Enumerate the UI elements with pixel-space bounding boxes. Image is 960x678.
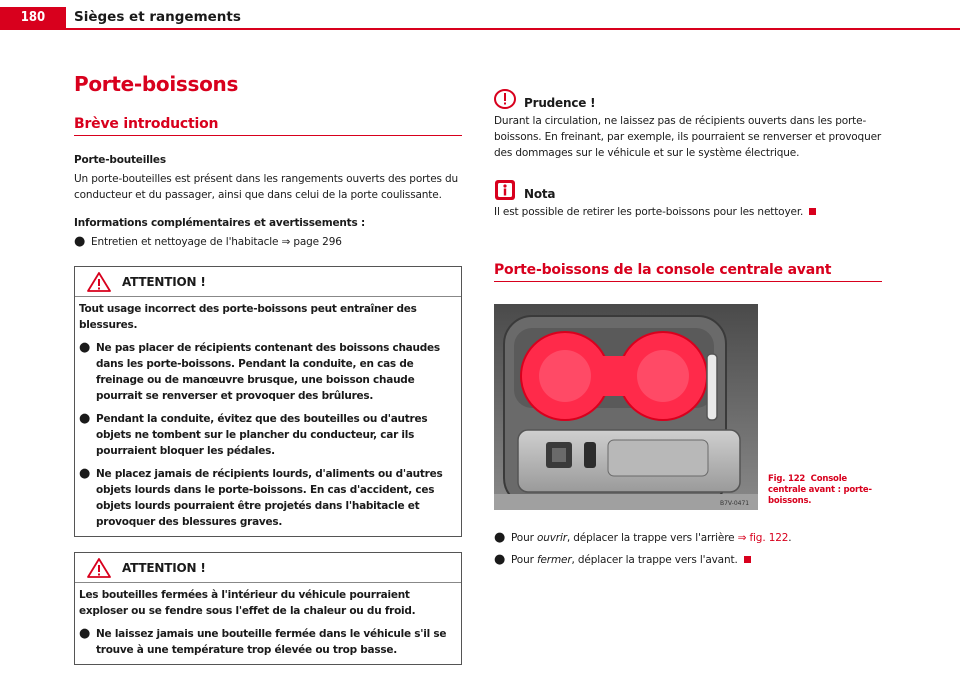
bullet-dot: ●: [79, 466, 91, 481]
note-title: Nota: [524, 187, 556, 201]
section-heading-intro: Brève introduction: [74, 116, 462, 136]
page-number: 180: [0, 7, 66, 29]
warning-triangle-icon: [87, 272, 111, 292]
chapter-title: Sièges et rangements: [74, 9, 241, 25]
warning-item: [79, 340, 457, 404]
warning-title: ATTENTION !: [122, 274, 206, 289]
note-text: [494, 204, 882, 220]
caution-header: [494, 88, 882, 110]
bullet-dot: ●: [74, 234, 86, 249]
warning-item: [79, 411, 457, 459]
warning-item: [79, 626, 457, 658]
subheading-info: Informations complémentaires et avertissements :: [74, 217, 365, 229]
cupholder-figure-image: [494, 304, 758, 510]
warning-item: [79, 466, 457, 530]
warning-title: ATTENTION !: [122, 560, 206, 575]
info-note-icon: [494, 179, 516, 201]
open-instruction: [494, 530, 882, 546]
warning-header: [75, 267, 461, 297]
warning-lead: Les bouteilles fermées à l'intérieur du véhicule pourraient exploser ou se fendre sous l'effet de la chaleur ou du froid.: [79, 589, 416, 617]
close-instruction: [494, 552, 882, 568]
left-column: [74, 72, 462, 665]
text-fragment: Pour: [511, 554, 537, 566]
note-text-content: Il est possible de retirer les porte-boissons pour les nettoyer.: [494, 206, 804, 218]
note-header: [494, 179, 882, 201]
emphasis-close: fermer: [536, 554, 572, 566]
right-column: [494, 88, 882, 568]
caution-text: Durant la circulation, ne laissez pas de récipients ouverts dans les porte-boissons. En freinant, par exemple, ils pourraient se renverser et provoquer des dommages sur le véhicule et sur le système électrique.: [494, 115, 882, 159]
info-bullet: [74, 234, 462, 250]
figure-caption-number: Fig. 122: [768, 474, 806, 484]
header-rule: [0, 28, 960, 30]
warning-box-2: [74, 552, 462, 665]
warning-item-text: Ne pas placer de récipients contenant des boissons chaudes dans les porte-boissons. Pendant la conduite, en cas de freinage ou de manœuvre brusque, une boisson chaude pourrait se renverser et provoquer des brûlures.: [96, 342, 440, 402]
text-fragment: Pour: [511, 532, 537, 544]
close-instruction-text: [511, 552, 751, 568]
warning-item-text: Ne laissez jamais une bouteille fermée dans le véhicule s'il se trouve à une température trop élevée ou trop basse.: [96, 628, 447, 656]
bullet-dot: ●: [494, 552, 506, 567]
section-heading-front-console: Porte-boissons de la console centrale avant: [494, 262, 882, 282]
page-header: [0, 0, 960, 30]
warning-header: [75, 553, 461, 583]
figure-code: B7V-0471: [720, 500, 750, 507]
figure-caption-text: Console centrale avant : porte-boissons.: [768, 474, 872, 506]
end-marker: [809, 208, 816, 215]
bullet-dot: ●: [79, 340, 91, 355]
open-instruction-text: [511, 530, 792, 546]
text-fragment: , déplacer la trappe vers l'avant.: [571, 554, 738, 566]
text-fragment: , déplacer la trappe vers l'arrière: [566, 532, 738, 544]
warning-body: [75, 297, 461, 536]
figure-reference-link[interactable]: ⇒ fig. 122: [737, 532, 789, 544]
warning-lead: Tout usage incorrect des porte-boissons peut entraîner des blessures.: [79, 303, 417, 331]
page-title: Porte-boissons: [74, 72, 239, 96]
bullet-dot: ●: [494, 530, 506, 545]
exclamation-icon: [494, 88, 516, 110]
paragraph-bottle: Un porte-bouteilles est présent dans les rangements ouverts des portes du conducteur et du passager, ainsi que dans celui de la porte coulissante.: [74, 173, 459, 201]
warning-body: [75, 583, 461, 664]
warning-item-text: Pendant la conduite, évitez que des bouteilles ou d'autres objets ne tombent sur le plancher du conducteur, car ils pourraient bloquer les pédales.: [96, 413, 428, 457]
warning-item-text: Ne placez jamais de récipients lourds, d'aliments ou d'autres objets lourds dans le porte-boissons. En cas d'accident, ces objets lourds pourraient être projetés dans l'habitacle et provoquer des blessures graves.: [96, 468, 443, 528]
bullet-dot: ●: [79, 626, 91, 641]
figure-caption: [768, 474, 882, 507]
subheading-bottle: Porte-bouteilles: [74, 154, 166, 166]
warning-triangle-icon: [87, 558, 111, 578]
text-fragment: .: [788, 532, 792, 544]
emphasis-open: ouvrir: [536, 532, 567, 544]
end-marker: [744, 556, 751, 563]
warning-box-1: [74, 266, 462, 537]
figure: [494, 304, 882, 510]
bullet-dot: ●: [79, 411, 91, 426]
caution-title: Prudence !: [524, 96, 596, 110]
info-bullet-text[interactable]: Entretien et nettoyage de l'habitacle ⇒ page 296: [91, 236, 342, 248]
